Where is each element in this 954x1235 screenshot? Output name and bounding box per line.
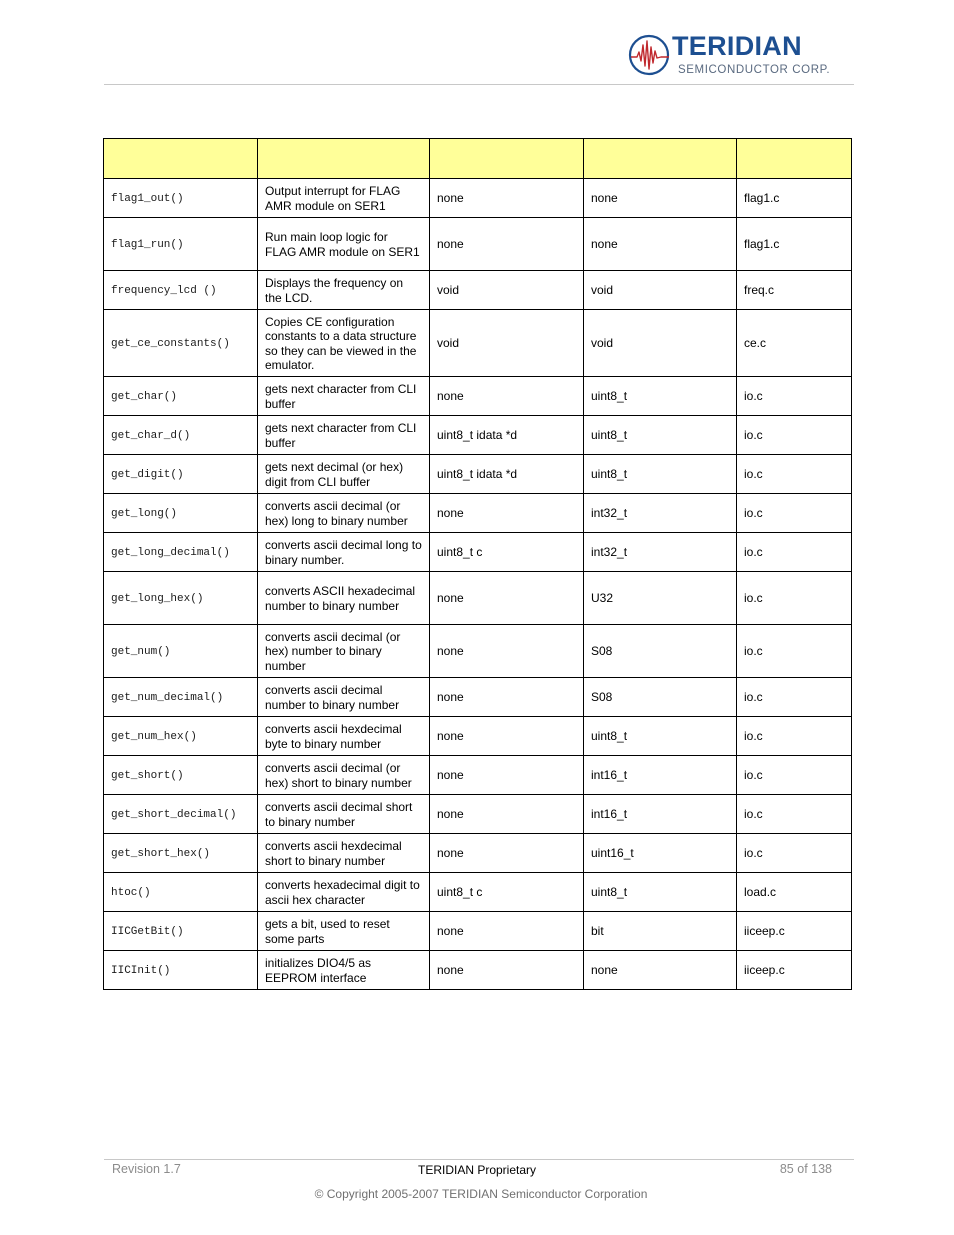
table-cell: io.c (737, 533, 852, 572)
function-name-cell: get_ce_constants() (104, 310, 258, 377)
table-header-row (104, 139, 852, 179)
table-cell: gets next character from CLI buffer (258, 416, 430, 455)
table-cell: none (430, 572, 584, 625)
function-name-cell: get_num_hex() (104, 717, 258, 756)
table-row (104, 625, 852, 678)
function-name-cell: get_char() (104, 377, 258, 416)
function-name-cell: get_num() (104, 625, 258, 678)
table-cell: none (584, 179, 737, 218)
function-name-cell: get_short() (104, 756, 258, 795)
table-row (104, 416, 852, 455)
function-name-cell: get_long_hex() (104, 572, 258, 625)
header-cell (104, 139, 258, 179)
table-cell: void (584, 310, 737, 377)
table-cell: converts ascii decimal short to binary number (258, 795, 430, 834)
table-cell: io.c (737, 494, 852, 533)
header-cell (258, 139, 430, 179)
table-cell: none (430, 377, 584, 416)
table-cell: load.c (737, 873, 852, 912)
function-name-cell: get_long() (104, 494, 258, 533)
teridian-logo (628, 30, 834, 80)
table-cell: io.c (737, 834, 852, 873)
table-row (104, 455, 852, 494)
table-cell: int32_t (584, 494, 737, 533)
table-cell: none (430, 717, 584, 756)
table-cell: uint8_t (584, 873, 737, 912)
table-cell: none (430, 625, 584, 678)
function-name-cell: flag1_out() (104, 179, 258, 218)
table-cell: io.c (737, 795, 852, 834)
function-name-cell: get_long_decimal() (104, 533, 258, 572)
table-row (104, 873, 852, 912)
function-name-cell: flag1_run() (104, 218, 258, 271)
table-cell: int32_t (584, 533, 737, 572)
table-row (104, 678, 852, 717)
table-cell: uint8_t idata *d (430, 455, 584, 494)
table-row (104, 795, 852, 834)
table-row (104, 756, 852, 795)
table-cell: flag1.c (737, 179, 852, 218)
table-row (104, 494, 852, 533)
footer-revision: Revision 1.7 (112, 1162, 181, 1176)
table-cell: Output interrupt for FLAG AMR module on SER1 (258, 179, 430, 218)
table-row (104, 533, 852, 572)
table-cell: Run main loop logic for FLAG AMR module on SER1 (258, 218, 430, 271)
header-cell (430, 139, 584, 179)
function-table (103, 138, 852, 990)
teridian-waveform-icon (628, 33, 672, 77)
table-cell: converts ascii hexdecimal short to binary number (258, 834, 430, 873)
function-name-cell: get_digit() (104, 455, 258, 494)
table-cell: none (430, 179, 584, 218)
table-cell: gets a bit, used to reset some parts (258, 912, 430, 951)
table-cell: flag1.c (737, 218, 852, 271)
table-cell: U32 (584, 572, 737, 625)
table-cell: void (430, 310, 584, 377)
table-cell: converts ascii decimal (or hex) short to binary number (258, 756, 430, 795)
header-cell (584, 139, 737, 179)
table-cell: uint8_t (584, 717, 737, 756)
table-cell: S08 (584, 625, 737, 678)
table-cell: iiceep.c (737, 912, 852, 951)
table-cell: io.c (737, 572, 852, 625)
table-row (104, 377, 852, 416)
table-cell: converts ascii decimal long to binary number. (258, 533, 430, 572)
footer-copyright: © Copyright 2005-2007 TERIDIAN Semiconductor Corporation (314, 1187, 648, 1201)
table-cell: none (584, 951, 737, 990)
table-cell: uint8_t (584, 416, 737, 455)
logo-title: TERIDIAN (672, 31, 802, 61)
table-cell: io.c (737, 416, 852, 455)
table-cell: bit (584, 912, 737, 951)
table-cell: none (430, 678, 584, 717)
table-row (104, 572, 852, 625)
table-cell: none (430, 494, 584, 533)
table-cell: converts ASCII hexadecimal number to binary number (258, 572, 430, 625)
table-cell: uint8_t (584, 455, 737, 494)
footer-proprietary: TERIDIAN Proprietary (417, 1163, 537, 1177)
table-cell: none (430, 912, 584, 951)
table-cell: gets next decimal (or hex) digit from CLI buffer (258, 455, 430, 494)
table-cell: int16_t (584, 795, 737, 834)
table-cell: converts ascii decimal (or hex) number to binary number (258, 625, 430, 678)
function-name-cell: get_short_decimal() (104, 795, 258, 834)
table-cell: uint8_t (584, 377, 737, 416)
function-name-cell: get_char_d() (104, 416, 258, 455)
table-cell: int16_t (584, 756, 737, 795)
table-cell: none (430, 756, 584, 795)
table-row (104, 218, 852, 271)
table-cell: uint8_t c (430, 533, 584, 572)
table-cell: ce.c (737, 310, 852, 377)
function-name-cell: frequency_lcd () (104, 271, 258, 310)
table-cell: io.c (737, 377, 852, 416)
table-cell: none (430, 951, 584, 990)
table-row (104, 271, 852, 310)
function-name-cell: IICGetBit() (104, 912, 258, 951)
table-cell: none (584, 218, 737, 271)
table-cell: io.c (737, 678, 852, 717)
function-name-cell: get_short_hex() (104, 834, 258, 873)
table-row (104, 310, 852, 377)
table-cell: initializes DIO4/5 as EEPROM interface (258, 951, 430, 990)
function-name-cell: IICInit() (104, 951, 258, 990)
table-cell: uint8_t idata *d (430, 416, 584, 455)
table-cell: none (430, 218, 584, 271)
table-cell: Copies CE configuration constants to a data structure so they can be viewed in the emulator. (258, 310, 430, 377)
table-cell: void (584, 271, 737, 310)
header-divider (104, 84, 854, 85)
table-cell: S08 (584, 678, 737, 717)
table-cell: freq.c (737, 271, 852, 310)
table-cell: io.c (737, 455, 852, 494)
footer-page-number: 85 of 138 (779, 1162, 832, 1176)
function-name-cell: htoc() (104, 873, 258, 912)
table-row (104, 951, 852, 990)
table-cell: converts ascii decimal (or hex) long to binary number (258, 494, 430, 533)
table-cell: none (430, 834, 584, 873)
table-cell: converts ascii decimal number to binary number (258, 678, 430, 717)
table-cell: void (430, 271, 584, 310)
table-cell: io.c (737, 717, 852, 756)
table-row (104, 179, 852, 218)
footer-divider (104, 1159, 854, 1160)
table-cell: iiceep.c (737, 951, 852, 990)
logo-subtitle: SEMICONDUCTOR CORP. (678, 64, 831, 76)
table-row (104, 834, 852, 873)
table-cell: io.c (737, 625, 852, 678)
table-row (104, 717, 852, 756)
table-cell: uint8_t c (430, 873, 584, 912)
header-cell (737, 139, 852, 179)
table-cell: io.c (737, 756, 852, 795)
table-cell: uint16_t (584, 834, 737, 873)
table-cell: none (430, 795, 584, 834)
function-name-cell: get_num_decimal() (104, 678, 258, 717)
table-cell: gets next character from CLI buffer (258, 377, 430, 416)
table-cell: Displays the frequency on the LCD. (258, 271, 430, 310)
table-row (104, 912, 852, 951)
table-cell: converts ascii hexdecimal byte to binary number (258, 717, 430, 756)
table-cell: converts hexadecimal digit to ascii hex character (258, 873, 430, 912)
